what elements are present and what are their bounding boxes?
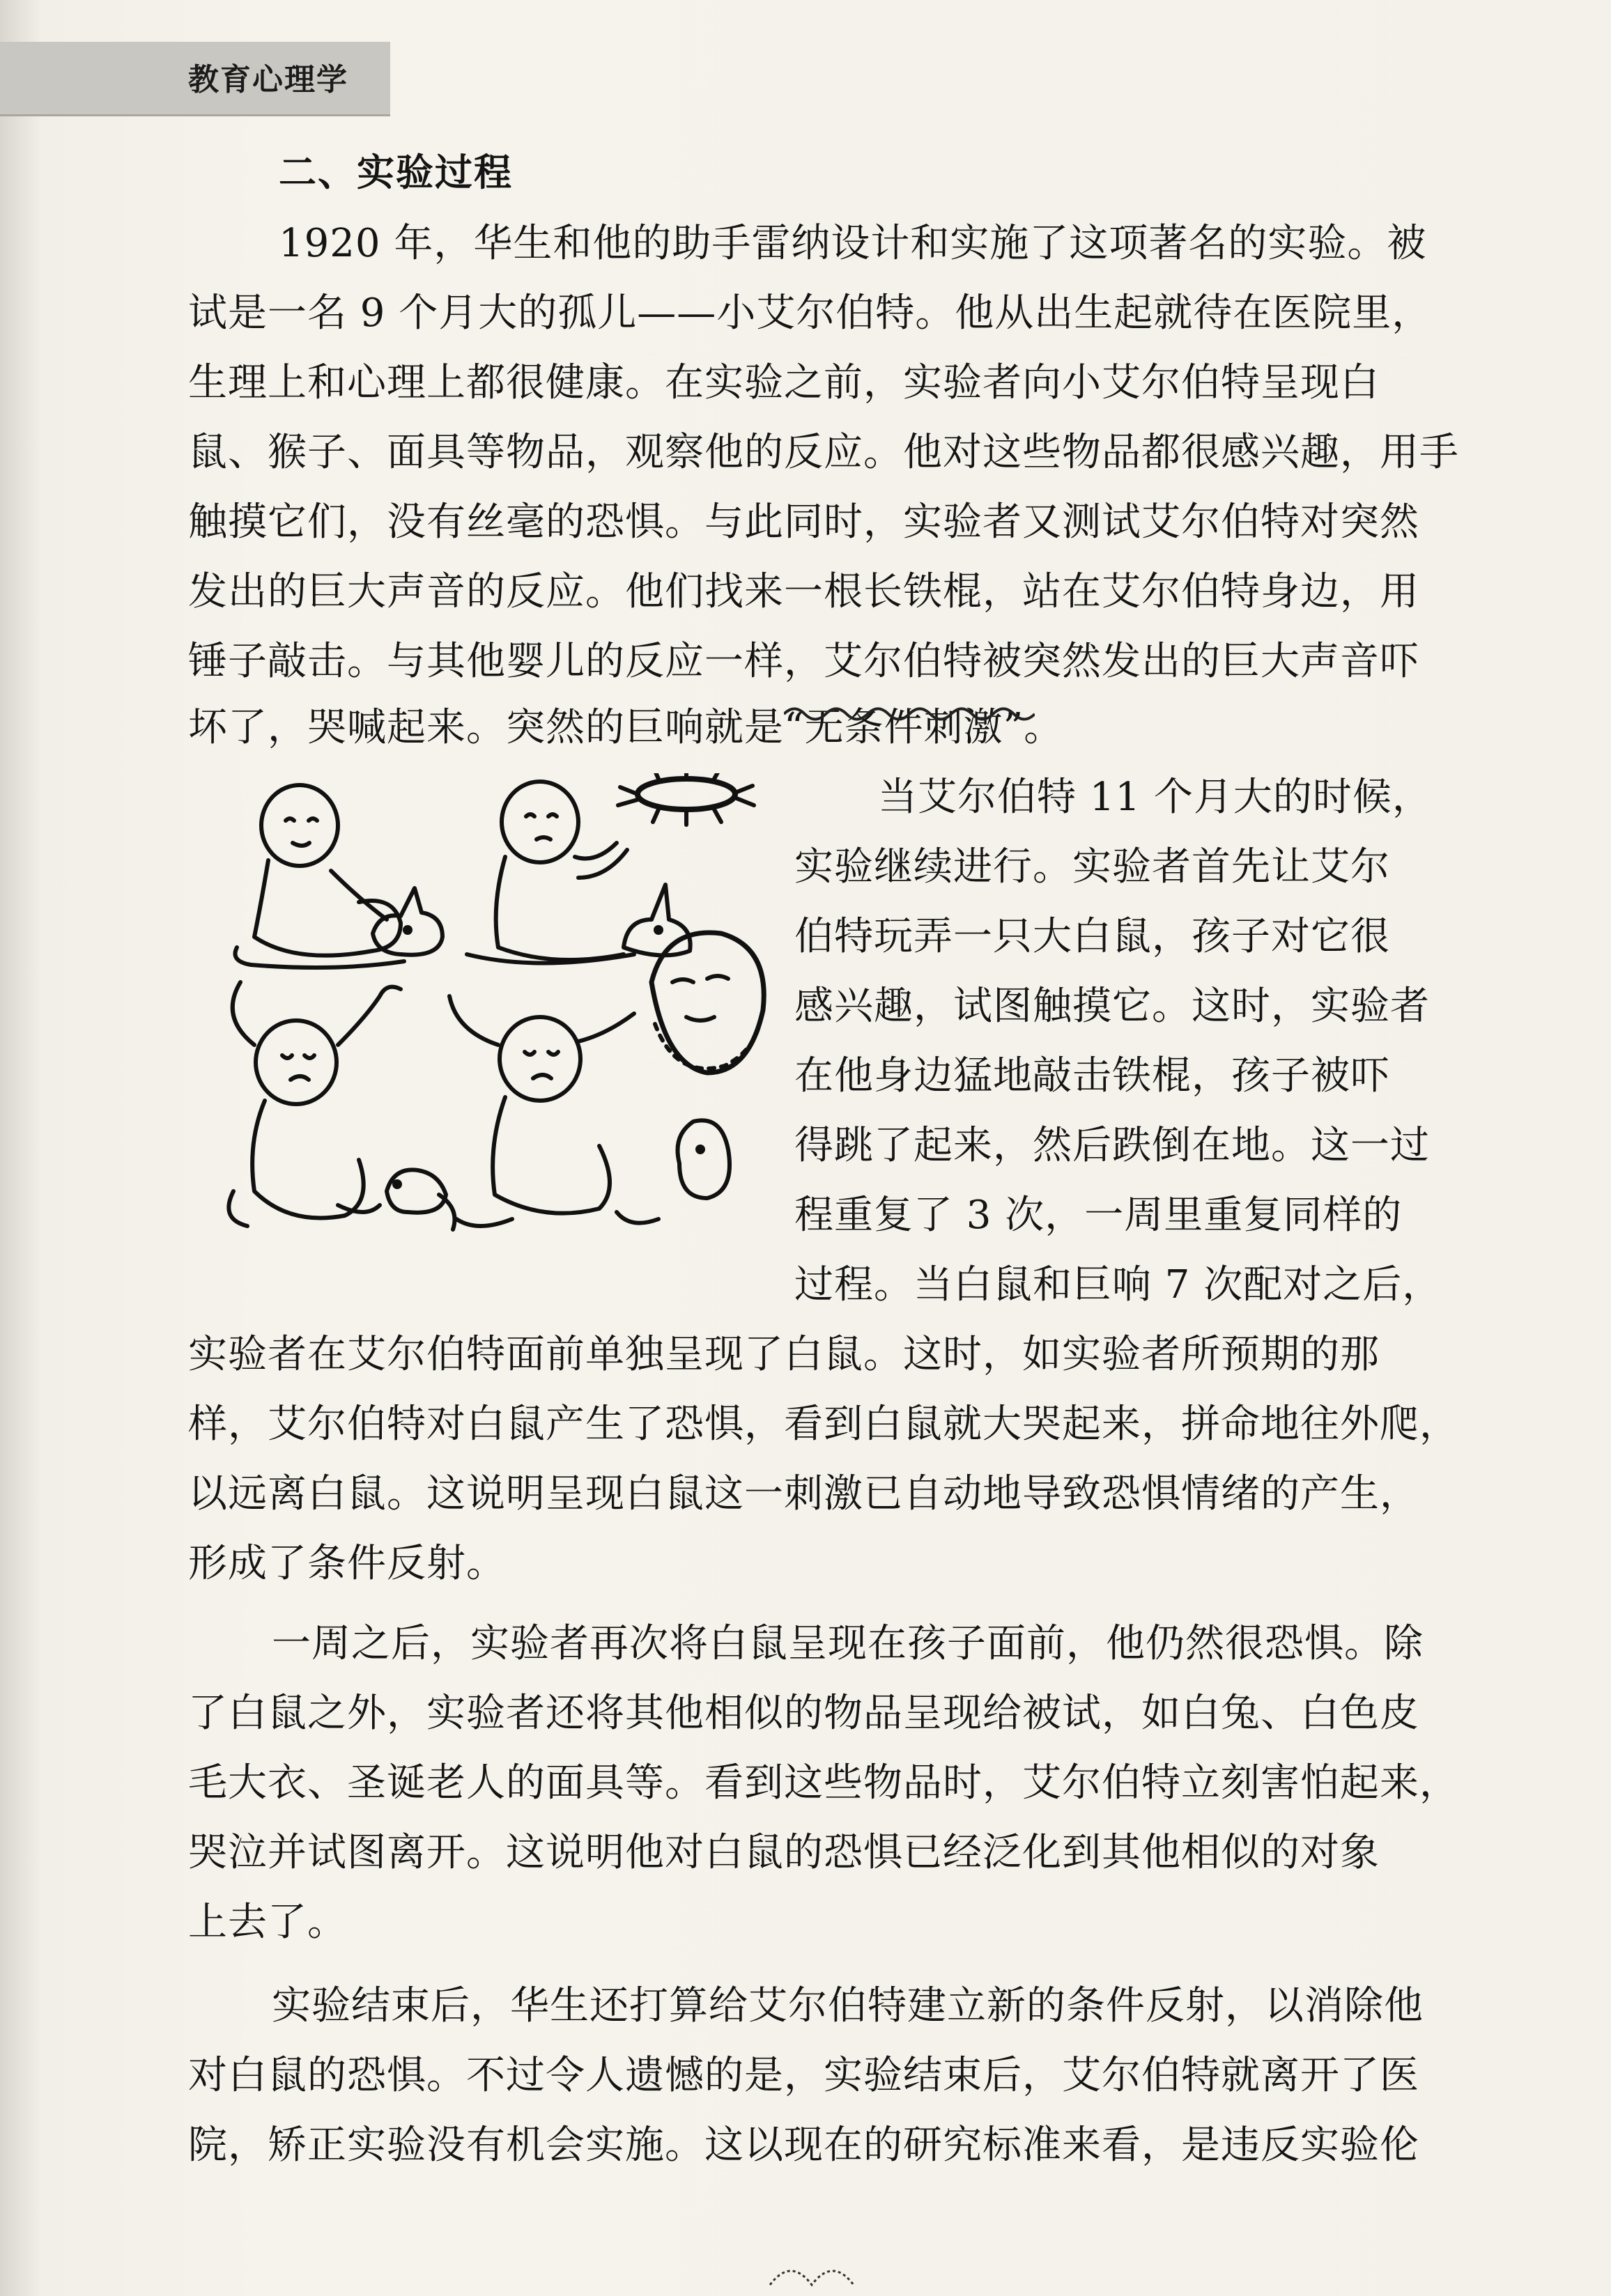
p1-line-3: 生理上和心理上都很健康。在实验之前，实验者向小艾尔伯特呈现白: [188, 360, 1380, 405]
p1-line-4: 鼠、猴子、面具等物品，观察他的反应。他对这些物品都很感兴趣，用手: [188, 430, 1459, 475]
p1-line-2: 试是一名 9 个月大的孤儿——小艾尔伯特。他从出生起就待在医院里，: [188, 290, 1432, 336]
p1-line-7: 锤子敲击。与其他婴儿的反应一样，艾尔伯特被突然发出的巨大声音吓: [188, 639, 1419, 684]
book-title: 教育心理学: [188, 62, 348, 98]
p3-line-4: 哭泣并试图离开。这说明他对白鼠的恐惧已经泛化到其他相似的对象: [188, 1830, 1380, 1875]
p2-wrap-line-6: 得跳了起来，然后跌倒在地。这一过: [794, 1123, 1430, 1168]
p1-line-5: 触摸它们，没有丝毫的恐惧。与此同时，实验者又测试艾尔伯特对突然: [188, 499, 1419, 545]
p4-line-3: 院，矫正实验没有机会实施。这以现在的研究标准来看，是违反实验伦: [188, 2123, 1419, 2168]
p2-wrap-line-3: 伯特玩弄一只大白鼠，孩子对它很: [794, 914, 1390, 959]
p1-line-1: 1920 年，华生和他的助手雷纳设计和实施了这项著名的实验。被: [279, 221, 1427, 266]
p4-line-1: 实验结束后，华生还打算给艾尔伯特建立新的条件反射，以消除他: [272, 1983, 1424, 2029]
p2-wrap-line-8: 过程。当白鼠和巨响 7 次配对之后，: [794, 1262, 1442, 1308]
handwritten-underline: [784, 704, 1035, 724]
p2-line-4: 形成了条件反射。: [188, 1541, 506, 1586]
p2-wrap-line-5: 在他身边猛地敲击铁棍，孩子被吓: [794, 1053, 1390, 1099]
p3-line-1: 一周之后，实验者再次将白鼠呈现在孩子面前，他仍然很恐惧。除: [272, 1621, 1424, 1666]
p3-line-5: 上去了。: [188, 1900, 347, 1945]
p2-line-1: 实验者在艾尔伯特面前单独呈现了白鼠。这时，如实验者所预期的那: [188, 1332, 1380, 1377]
p3-line-2: 了白鼠之外，实验者还将其他相似的物品呈现给被试，如白兔、白色皮: [188, 1691, 1419, 1736]
crying-baby-with-mask-drawing: [449, 933, 764, 1226]
albert-experiment-illustration: [226, 773, 770, 1275]
p2-wrap-line-2: 实验继续进行。实验者首先让艾尔: [794, 844, 1390, 890]
p3-line-3: 毛大衣、圣诞老人的面具等。看到这些物品时，艾尔伯特立刻害怕起来，: [188, 1760, 1459, 1806]
p2-wrap-line-7: 程重复了 3 次，一周里重复同样的: [794, 1193, 1403, 1238]
section-heading: 二、实验过程: [279, 150, 513, 194]
p1-line-8: 坏了，哭喊起来。突然的巨响就是“无条件刺激”。: [188, 705, 1064, 750]
p4-line-2: 对白鼠的恐惧。不过令人遗憾的是，实验结束后，艾尔伯特就离开了医: [188, 2053, 1419, 2098]
p2-line-3: 以远离白鼠。这说明呈现白鼠这一刺激已自动地导致恐惧情绪的产生，: [188, 1471, 1419, 1517]
footer-ornament: [763, 2257, 861, 2292]
p1-line-6: 发出的巨大声音的反应。他们找来一根长铁棍，站在艾尔伯特身边，用: [188, 569, 1419, 614]
crying-baby-with-rat-drawing: [229, 982, 454, 1230]
p2-wrap-line-4: 感兴趣，试图触摸它。这时，实验者: [794, 984, 1430, 1029]
baby-with-rabbit-drawing: [236, 785, 443, 968]
p2-line-2: 样，艾尔伯特对白鼠产生了恐惧，看到白鼠就大哭起来，拼命地往外爬，: [188, 1402, 1459, 1447]
p2-wrap-line-1: 当艾尔伯特 11 个月大的时候，: [878, 775, 1432, 820]
